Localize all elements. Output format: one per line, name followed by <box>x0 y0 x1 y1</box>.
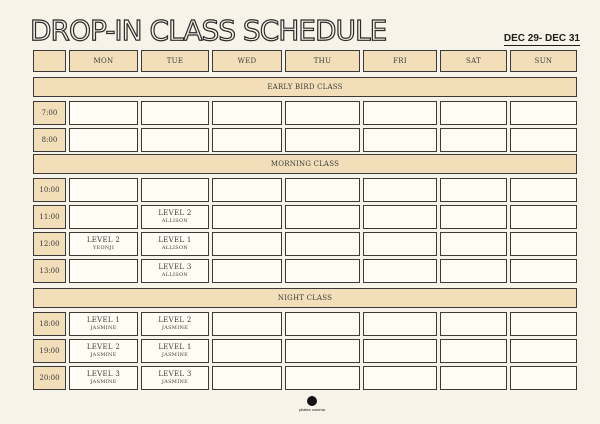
time-label: 7:00 <box>41 109 58 117</box>
time-cell <box>33 259 66 283</box>
instructor-name: ALLISON <box>161 272 189 278</box>
class-slot[interactable] <box>69 339 138 363</box>
class-slot[interactable] <box>69 366 138 390</box>
instructor-name: YEONJI <box>92 245 115 251</box>
section-label: EARLY BIRD CLASS <box>267 83 343 91</box>
time-cell <box>33 178 66 202</box>
time-cell <box>33 128 66 152</box>
empty-slot[interactable] <box>440 101 507 125</box>
class-level: LEVEL 2 <box>158 316 192 324</box>
empty-slot[interactable] <box>212 178 282 202</box>
day-header-tue <box>141 50 209 72</box>
day-label: TUE <box>166 57 184 65</box>
empty-slot[interactable] <box>212 339 282 363</box>
empty-slot[interactable] <box>141 101 209 125</box>
class-level: LEVEL 2 <box>86 343 121 351</box>
class-slot[interactable] <box>141 232 209 256</box>
empty-slot[interactable] <box>69 101 138 125</box>
empty-slot[interactable] <box>285 366 360 390</box>
day-header-fri <box>363 50 437 72</box>
instructor-name: ALLISON <box>161 245 189 251</box>
brand-logo <box>296 396 328 412</box>
logo-text: pilates comma <box>299 407 325 412</box>
instructor-name: JASMINE <box>90 352 117 358</box>
class-level: LEVEL 3 <box>158 263 192 271</box>
class-slot[interactable] <box>69 232 138 256</box>
empty-slot[interactable] <box>510 205 577 229</box>
time-label: 18:00 <box>39 320 60 328</box>
day-label: FRI <box>393 57 407 65</box>
day-label: MON <box>93 57 114 65</box>
empty-slot[interactable] <box>285 178 360 202</box>
time-label: 13:00 <box>39 267 60 275</box>
empty-slot[interactable] <box>69 178 138 202</box>
empty-slot[interactable] <box>440 205 507 229</box>
day-header-sat <box>440 50 507 72</box>
empty-slot[interactable] <box>285 128 360 152</box>
day-header-thu <box>285 50 360 72</box>
empty-slot[interactable] <box>212 366 282 390</box>
day-header-mon <box>69 50 138 72</box>
class-slot[interactable] <box>141 205 209 229</box>
empty-slot[interactable] <box>510 101 577 125</box>
empty-slot[interactable] <box>510 178 577 202</box>
empty-slot[interactable] <box>440 232 507 256</box>
empty-slot[interactable] <box>285 259 360 283</box>
time-cell <box>33 366 66 390</box>
empty-slot[interactable] <box>69 259 138 283</box>
empty-slot[interactable] <box>212 101 282 125</box>
empty-slot[interactable] <box>212 128 282 152</box>
empty-slot[interactable] <box>510 232 577 256</box>
day-header-wed <box>212 50 282 72</box>
empty-slot[interactable] <box>212 205 282 229</box>
comma-logo-icon <box>307 396 317 406</box>
empty-slot[interactable] <box>363 366 437 390</box>
time-label: 10:00 <box>39 186 60 194</box>
empty-slot[interactable] <box>363 232 437 256</box>
empty-slot[interactable] <box>285 232 360 256</box>
empty-slot[interactable] <box>141 178 209 202</box>
section-header <box>33 154 577 174</box>
date-range: DEC 29- DEC 31 <box>503 33 580 44</box>
empty-slot[interactable] <box>440 366 507 390</box>
day-label: WED <box>237 57 257 65</box>
empty-slot[interactable] <box>363 128 437 152</box>
class-slot[interactable] <box>141 312 209 336</box>
empty-slot[interactable] <box>212 232 282 256</box>
section-label: NIGHT CLASS <box>277 294 333 302</box>
time-label: 19:00 <box>39 347 60 355</box>
empty-slot[interactable] <box>212 312 282 336</box>
class-slot[interactable] <box>141 339 209 363</box>
time-cell <box>33 101 66 125</box>
section-header <box>33 77 577 97</box>
empty-slot[interactable] <box>285 339 360 363</box>
empty-slot[interactable] <box>510 366 577 390</box>
class-level: LEVEL 3 <box>86 370 121 378</box>
empty-slot[interactable] <box>440 259 507 283</box>
empty-slot[interactable] <box>440 339 507 363</box>
instructor-name: JASMINE <box>161 325 189 331</box>
instructor-name: ALLISON <box>161 218 189 224</box>
time-label: 11:00 <box>39 213 60 221</box>
empty-slot[interactable] <box>363 259 437 283</box>
day-label: SUN <box>534 57 553 65</box>
time-cell <box>33 232 66 256</box>
instructor-name: JASMINE <box>161 379 189 385</box>
class-level: LEVEL 1 <box>86 316 121 324</box>
time-label: 20:00 <box>39 374 60 382</box>
empty-slot[interactable] <box>510 259 577 283</box>
corner-cell <box>33 50 66 72</box>
day-label: THU <box>313 57 332 65</box>
empty-slot[interactable] <box>363 312 437 336</box>
empty-slot[interactable] <box>285 205 360 229</box>
class-slot[interactable] <box>69 312 138 336</box>
empty-slot[interactable] <box>363 178 437 202</box>
time-cell <box>33 312 66 336</box>
class-level: LEVEL 2 <box>86 236 121 244</box>
empty-slot[interactable] <box>440 128 507 152</box>
empty-slot[interactable] <box>510 128 577 152</box>
empty-slot[interactable] <box>440 312 507 336</box>
empty-slot[interactable] <box>440 178 507 202</box>
section-label: MORNING CLASS <box>270 160 340 168</box>
class-level: LEVEL 1 <box>158 343 192 351</box>
time-label: 8:00 <box>41 136 58 144</box>
empty-slot[interactable] <box>363 205 437 229</box>
instructor-name: JASMINE <box>161 352 189 358</box>
empty-slot[interactable] <box>141 128 209 152</box>
day-header-sun <box>510 50 577 72</box>
class-slot[interactable] <box>141 259 209 283</box>
empty-slot[interactable] <box>69 128 138 152</box>
day-label: SAT <box>465 57 482 65</box>
class-slot[interactable] <box>141 366 209 390</box>
empty-slot[interactable] <box>285 312 360 336</box>
empty-slot[interactable] <box>212 259 282 283</box>
empty-slot[interactable] <box>510 312 577 336</box>
time-cell <box>33 339 66 363</box>
time-label: 12:00 <box>39 240 60 248</box>
class-level: LEVEL 2 <box>158 209 192 217</box>
empty-slot[interactable] <box>363 339 437 363</box>
instructor-name: JASMINE <box>90 379 117 385</box>
section-header <box>33 288 577 308</box>
time-cell <box>33 205 66 229</box>
class-level: LEVEL 1 <box>158 236 192 244</box>
page-title: DROP-IN CLASS SCHEDULE <box>30 14 387 47</box>
class-level: LEVEL 3 <box>158 370 192 378</box>
empty-slot[interactable] <box>285 101 360 125</box>
empty-slot[interactable] <box>69 205 138 229</box>
instructor-name: JASMINE <box>90 325 117 331</box>
empty-slot[interactable] <box>510 339 577 363</box>
empty-slot[interactable] <box>363 101 437 125</box>
